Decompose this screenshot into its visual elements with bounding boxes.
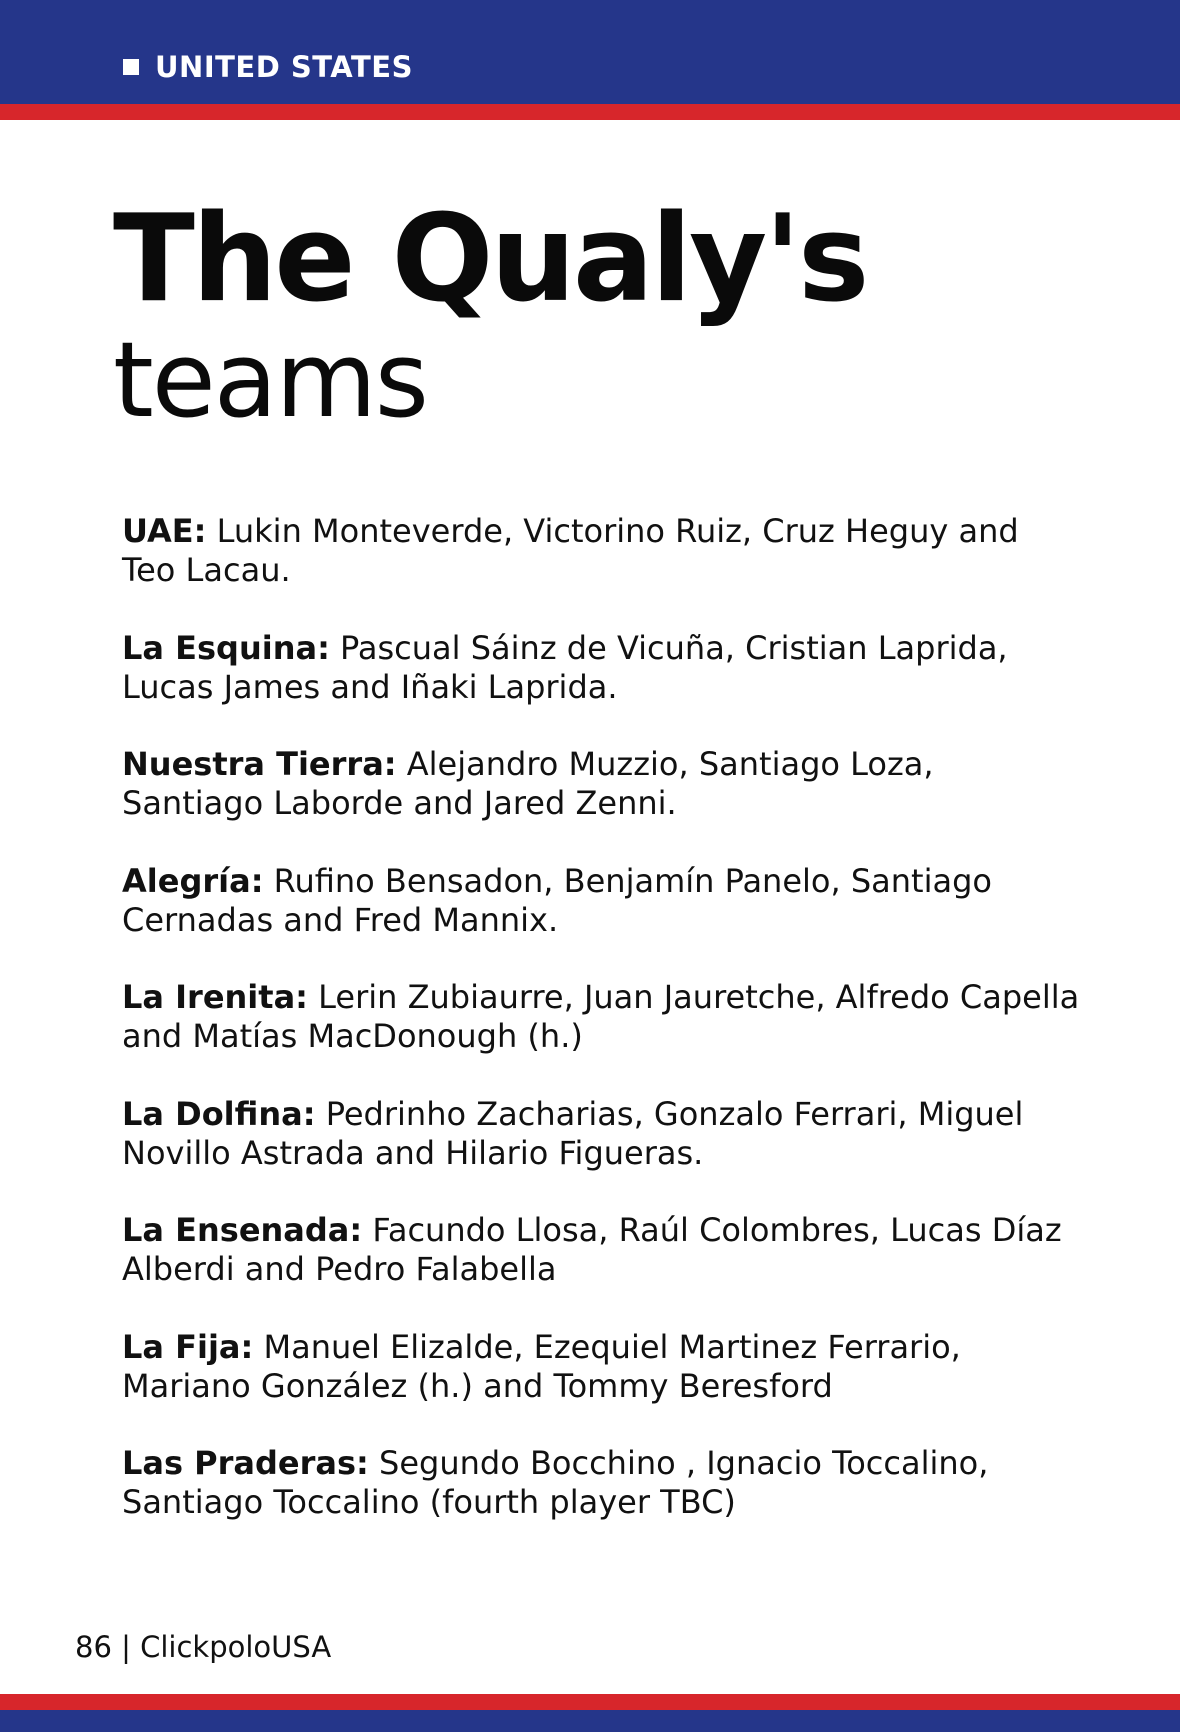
teams-list	[122, 512, 1082, 1561]
team-entry	[122, 629, 1082, 707]
team-entry	[122, 1095, 1082, 1173]
team-players: Facundo Llosa, Raúl Colombres, Lucas Díaz Alberdi and Pedro Falabella	[122, 1211, 1062, 1288]
team-name: La Irenita:	[122, 978, 308, 1016]
team-name: La Ensenada:	[122, 1211, 363, 1249]
section-label-text: UNITED STATES	[155, 50, 413, 84]
team-entry	[122, 745, 1082, 823]
team-entry	[122, 1211, 1082, 1289]
team-name: Nuestra Tierra:	[122, 745, 397, 783]
team-name: La Dolfina:	[122, 1094, 316, 1133]
square-icon	[123, 59, 139, 75]
team-players: Lerin Zubiaurre, Juan Jauretche, Alfredo Capella and Matías MacDonough (h.)	[122, 978, 1080, 1055]
team-entry	[122, 1328, 1082, 1406]
team-name: Las Praderas:	[122, 1444, 369, 1482]
title-sub: teams	[113, 319, 427, 441]
team-players: Pedrinho Zacharias, Gonzalo Ferrari, Miguel Novillo Astrada and Hilario Figueras.	[122, 1094, 1024, 1172]
team-players: Lukin Monteverde, Victorino Ruiz, Cruz Heguy and Teo Lacau.	[122, 512, 1019, 589]
team-entry	[122, 512, 1082, 590]
team-name: UAE:	[122, 512, 207, 550]
header-red-stripe	[0, 104, 1180, 120]
footer-red-stripe	[0, 1694, 1180, 1710]
team-players: Manuel Elizalde, Ezequiel Martinez Ferrario, Mariano González (h.) and Tommy Beresford	[122, 1327, 961, 1405]
team-players: Segundo Bocchino , Ignacio Toccalino, Santiago Toccalino (fourth player TBC)	[122, 1444, 989, 1521]
footer-band	[0, 1710, 1180, 1732]
section-label	[123, 50, 413, 84]
team-players: Alejandro Muzzio, Santiago Loza, Santiago Laborde and Jared Zenni.	[122, 745, 934, 822]
team-entry	[122, 978, 1082, 1056]
page-title	[113, 192, 866, 440]
team-name: La Fija:	[122, 1327, 254, 1366]
team-name: Alegría:	[122, 861, 264, 900]
team-entry	[122, 862, 1082, 940]
team-players: Rufino Bensadon, Benjamín Panelo, Santiago Cernadas and Fred Mannix.	[122, 861, 992, 939]
team-entry	[122, 1444, 1082, 1522]
footer-page-info: 86 | ClickpoloUSA	[75, 1630, 332, 1664]
team-name: La Esquina:	[122, 628, 330, 667]
team-players: Pascual Sáinz de Vicuña, Cristian Laprida, Lucas James and Iñaki Laprida.	[122, 628, 1008, 706]
title-main: The Qualy's	[113, 190, 867, 329]
